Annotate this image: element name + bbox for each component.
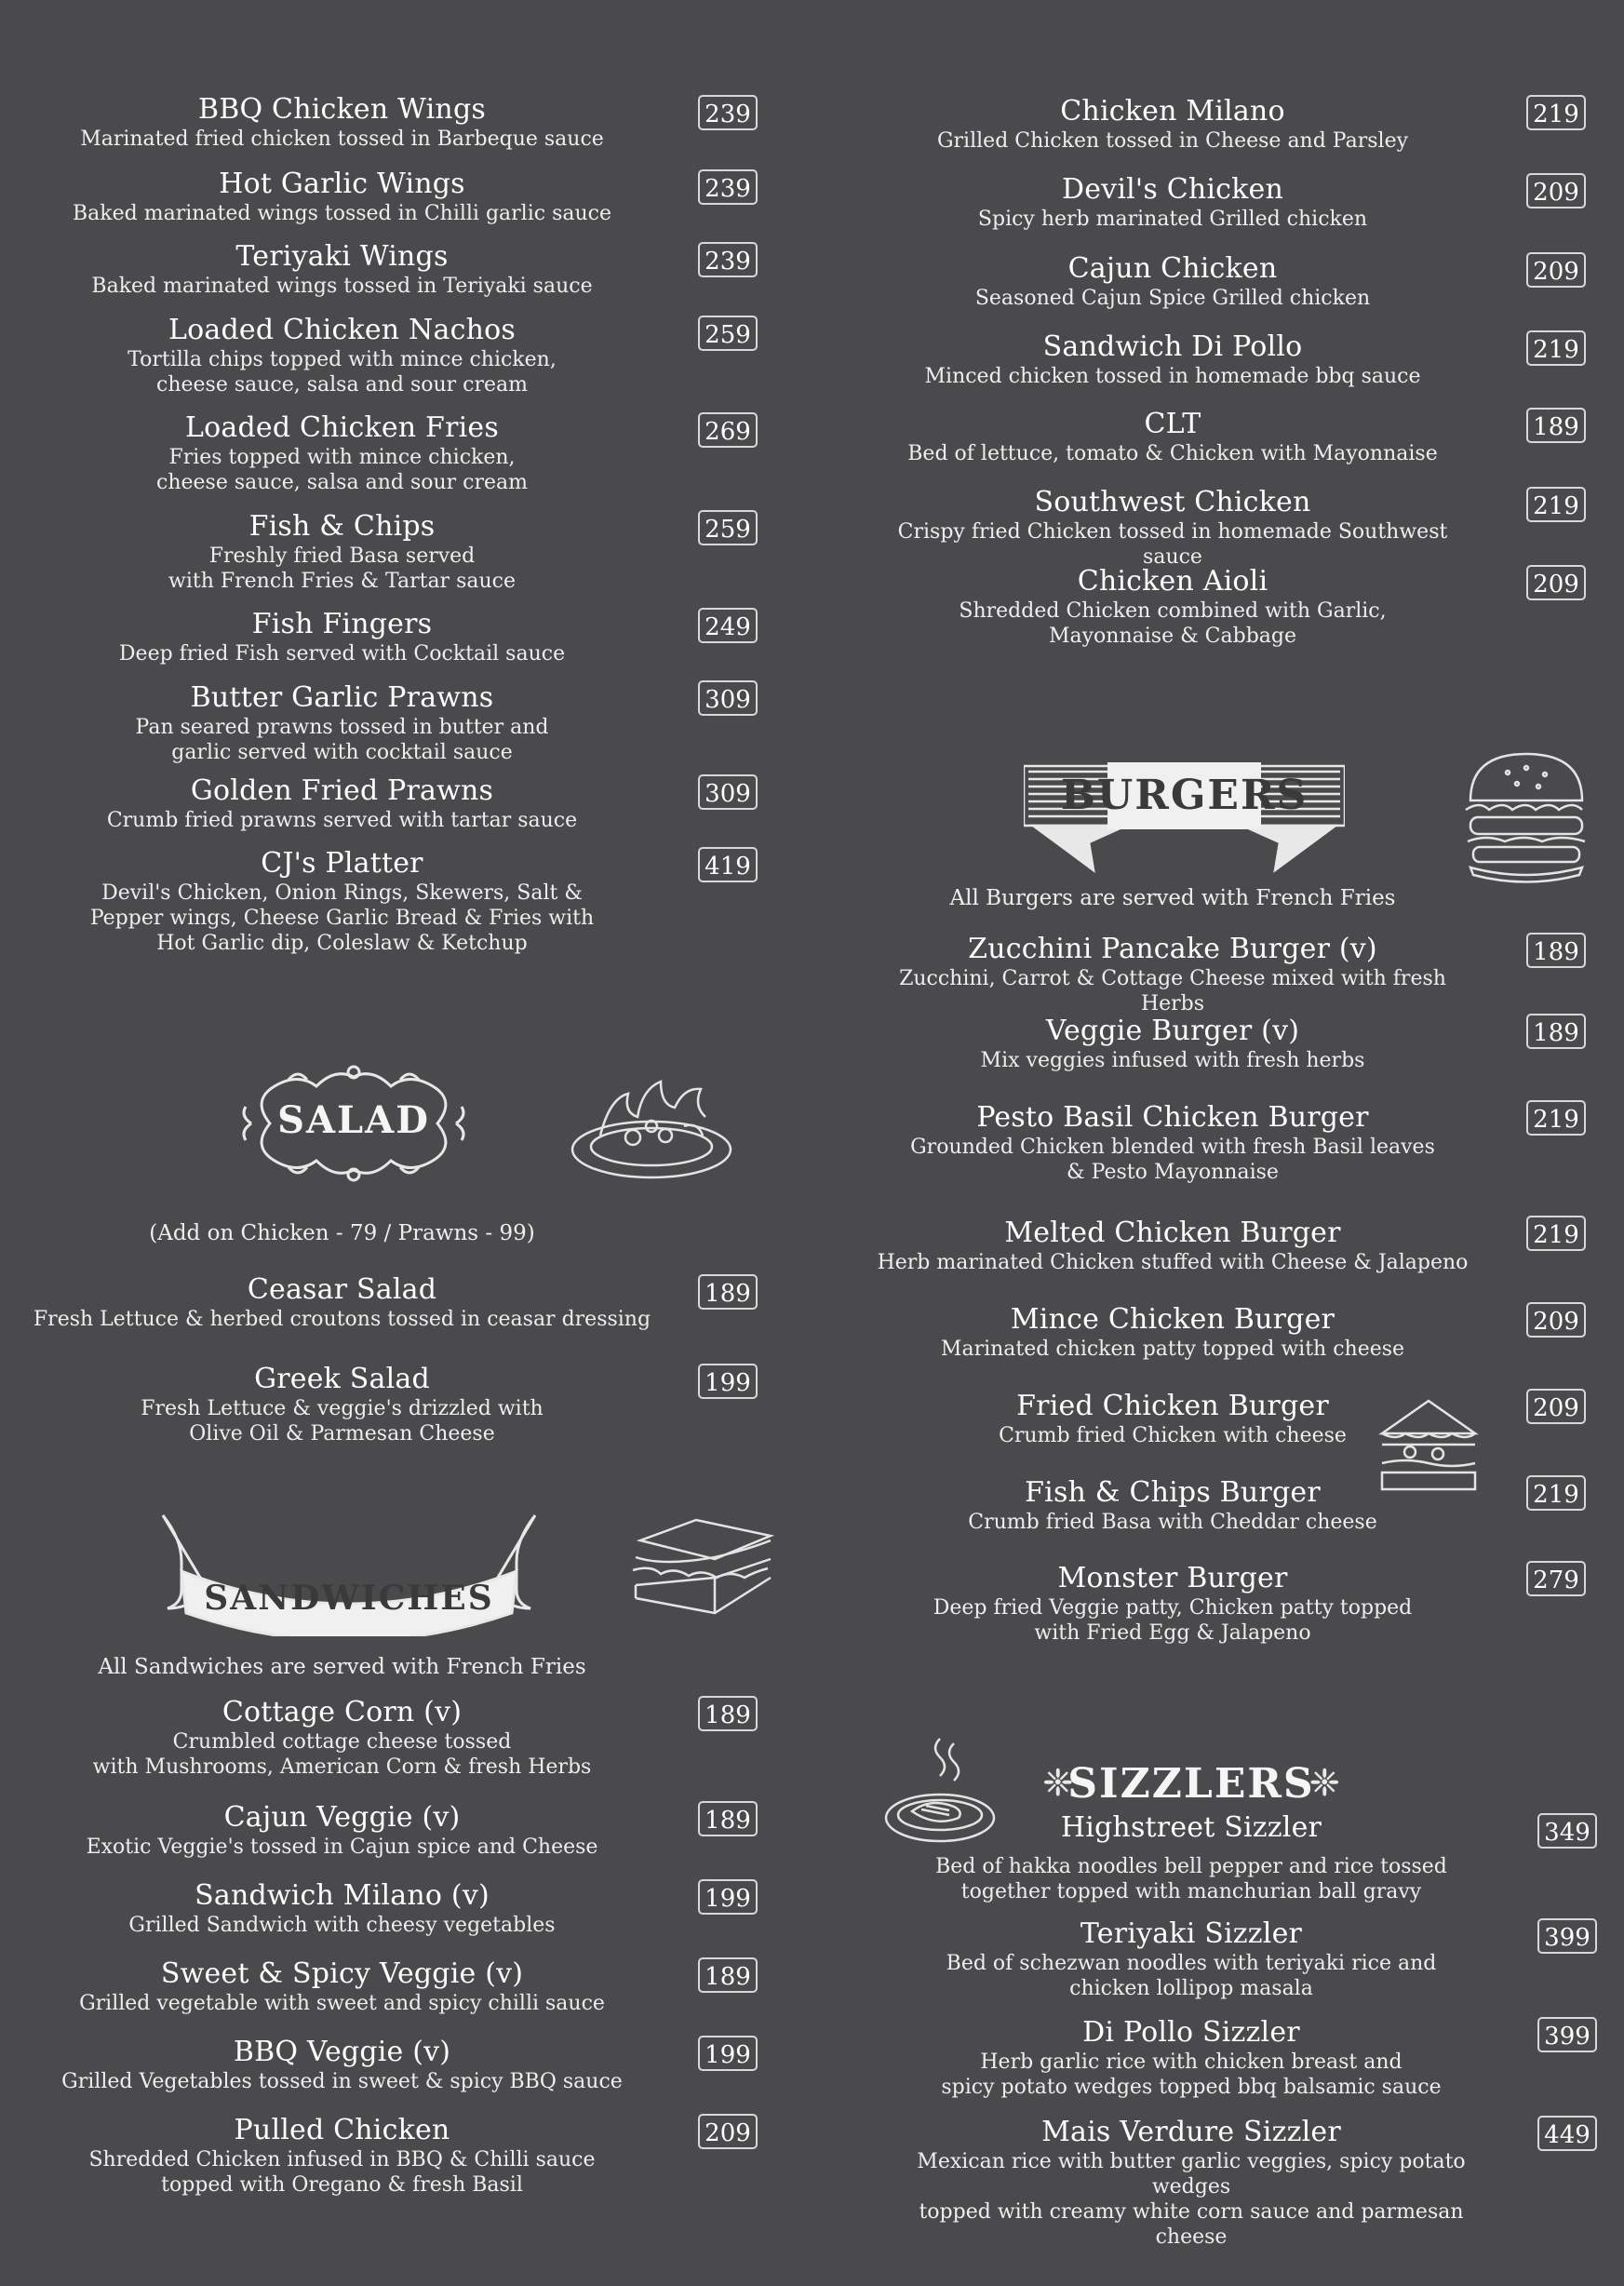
- item-name: Sandwich Di Pollo: [1042, 330, 1303, 363]
- item-name: Chicken Milano: [1060, 95, 1285, 128]
- item-desc: Deep fried Fish served with Cocktail sauce: [118, 642, 566, 666]
- item-desc: Grilled vegetable with sweet and spicy chilli sauce: [79, 1992, 605, 2015]
- menu-item: [875, 1476, 1470, 1535]
- burgers-title: BURGERS: [1060, 772, 1309, 819]
- menu-item: [0, 168, 684, 226]
- menu-item: [0, 1273, 684, 1332]
- item-name: Melted Chicken Burger: [1004, 1217, 1341, 1249]
- item-desc: Fresh Lettuce & veggie's drizzled with Olive Oil & Parmesan Cheese: [141, 1397, 544, 1446]
- item-price: 199: [698, 1364, 758, 1399]
- salad-title: SALAD: [277, 1098, 430, 1142]
- item-price: 269: [698, 412, 758, 448]
- menu-item: [875, 330, 1470, 389]
- item-price: 189: [1526, 933, 1586, 968]
- item-price: 259: [698, 316, 758, 351]
- item-desc: Minced chicken tossed in homemade bbq sauce: [924, 365, 1421, 388]
- menu-item: [0, 1801, 684, 1860]
- item-desc: Grilled Sandwich with cheesy vegetables: [128, 1914, 556, 1937]
- item-name: Greek Salad: [254, 1363, 430, 1395]
- menu-item: [875, 1217, 1470, 1275]
- item-desc: Shredded Chicken infused in BBQ & Chilli sauce topped with Oregano & fresh Basil: [88, 2148, 596, 2197]
- menu-item: [875, 408, 1470, 466]
- item-price: 199: [698, 2036, 758, 2071]
- item-price: 189: [698, 1957, 758, 1993]
- item-desc: Crumb fried prawns served with tartar sauce: [106, 809, 578, 832]
- menu-item: [0, 1363, 684, 1446]
- item-price: 209: [1526, 565, 1586, 600]
- item-desc: Shredded Chicken combined with Garlic, Mayonnaise & Cabbage: [959, 599, 1387, 648]
- item-desc: Fresh Lettuce & herbed croutons tossed in ceasar dressing: [33, 1308, 651, 1331]
- item-desc: Baked marinated wings tossed in Teriyaki sauce: [91, 275, 593, 298]
- item-price: 309: [698, 680, 758, 716]
- menu-item: [0, 93, 684, 152]
- item-name: Fried Chicken Burger: [1016, 1390, 1329, 1422]
- item-price: 399: [1537, 2017, 1597, 2052]
- item-desc: Mix veggies infused with fresh herbs: [980, 1049, 1365, 1072]
- menu-item: [875, 1303, 1470, 1362]
- menu-item: [875, 486, 1470, 570]
- item-desc: Grilled Vegetables tossed in sweet & spicy BBQ sauce: [61, 2070, 623, 2093]
- item-name: Teriyaki Sizzler: [1080, 1917, 1303, 1950]
- item-name: Golden Fried Prawns: [190, 774, 494, 807]
- item-price: 399: [1537, 1918, 1597, 1954]
- menu-item: [0, 774, 684, 833]
- menu-item: [875, 1562, 1470, 1646]
- item-name: Hot Garlic Wings: [219, 168, 465, 200]
- menu-item: [875, 1101, 1470, 1185]
- item-name: Fish & Chips Burger: [1025, 1476, 1321, 1509]
- item-desc: Spicy herb marinated Grilled chicken: [977, 208, 1368, 231]
- item-desc: Baked marinated wings tossed in Chilli garlic sauce: [73, 202, 611, 225]
- item-price: 239: [698, 169, 758, 205]
- item-desc: Crispy fried Chicken tossed in homemade Southwest sauce: [897, 520, 1448, 569]
- sandwiches-title: SANDWICHES: [204, 1579, 494, 1618]
- item-price: 239: [698, 242, 758, 277]
- item-desc: Crumb fried Chicken with cheese: [999, 1424, 1347, 1447]
- sizzlers-banner: [1042, 1755, 1340, 1810]
- menu-item: [875, 933, 1470, 1016]
- item-name: Cottage Corn (v): [221, 1696, 463, 1728]
- menu-item: [875, 1015, 1470, 1073]
- item-desc: Herb garlic rice with chicken breast and spicy potato wedges topped bbq balsamic sauce: [941, 2051, 1442, 2099]
- menu-item: [0, 1957, 684, 2016]
- menu-item: [0, 510, 684, 594]
- menu-item: [0, 314, 684, 397]
- item-name: BBQ Veggie (v): [233, 2036, 451, 2068]
- item-name: Highstreet Sizzler: [1060, 1811, 1322, 1844]
- item-name: BBQ Chicken Wings: [198, 93, 486, 126]
- item-price: 189: [698, 1801, 758, 1836]
- item-name: Di Pollo Sizzler: [1082, 2016, 1300, 2049]
- item-price: 189: [698, 1696, 758, 1731]
- item-name: Mince Chicken Burger: [1010, 1303, 1335, 1336]
- item-price: 209: [1526, 252, 1586, 288]
- menu-item: [0, 1696, 684, 1780]
- menu-item: [0, 847, 684, 956]
- item-price: 209: [1526, 1302, 1586, 1338]
- menu-item: [0, 608, 684, 666]
- item-desc: Deep fried Veggie patty, Chicken patty topped with Fried Egg & Jalapeno: [933, 1596, 1413, 1645]
- menu-item: [0, 1879, 684, 1938]
- item-name: Loaded Chicken Nachos: [168, 314, 516, 346]
- item-desc: Exotic Veggie's tossed in Cajun spice and Cheese: [86, 1836, 598, 1859]
- item-desc: Zucchini, Carrot & Cottage Cheese mixed with fresh Herbs: [899, 967, 1446, 1015]
- item-price: 239: [698, 95, 758, 130]
- menu-item: [875, 173, 1470, 232]
- menu-item: [893, 1811, 1489, 1904]
- item-price: 209: [1526, 173, 1586, 208]
- item-desc: Crumbled cottage cheese tossed with Mushrooms, American Corn & fresh Herbs: [92, 1730, 592, 1779]
- item-name: Cajun Chicken: [1067, 252, 1278, 285]
- item-desc: Bed of hakka noodles bell pepper and rice tossed together topped with manchurian ball gravy: [935, 1855, 1447, 1903]
- item-name: Fish & Chips: [248, 510, 436, 543]
- item-name: Butter Garlic Prawns: [190, 681, 494, 714]
- burgers-banner: [1024, 759, 1345, 875]
- item-desc: Fries topped with mince chicken, cheese sauce, salsa and sour cream: [156, 446, 528, 494]
- flourish-right-icon: ❈: [1309, 1762, 1340, 1805]
- item-desc: Bed of lettuce, tomato & Chicken with Mayonnaise: [907, 442, 1438, 465]
- item-name: Fish Fingers: [251, 608, 433, 640]
- item-desc: Seasoned Cajun Spice Grilled chicken: [974, 287, 1371, 310]
- salad-addon-note: (Add on Chicken - 79 / Prawns - 99): [149, 1221, 535, 1245]
- item-price: 209: [1526, 1389, 1586, 1424]
- menu-item: [0, 681, 684, 765]
- item-name: Chicken Aioli: [1077, 565, 1268, 598]
- item-price: 219: [1526, 95, 1586, 130]
- menu-item: [893, 1917, 1489, 2001]
- item-price: 419: [698, 847, 758, 882]
- item-name: Sandwich Milano (v): [195, 1879, 490, 1912]
- item-name: Zucchini Pancake Burger (v): [968, 933, 1377, 965]
- sizzlers-title: SIZZLERS: [1067, 1760, 1315, 1808]
- sandwiches-note: All Sandwiches are served with French Fries: [98, 1655, 586, 1679]
- menu-item: [0, 2036, 684, 2094]
- item-name: Sweet & Spicy Veggie (v): [160, 1957, 524, 1990]
- item-desc: Devil's Chicken, Onion Rings, Skewers, Salt & Pepper wings, Cheese Garlic Bread & Fries with Hot Garlic dip, Coleslaw & Ketchup: [89, 881, 595, 955]
- item-price: 219: [1526, 1100, 1586, 1136]
- sandwiches-banner: [154, 1506, 544, 1636]
- burgers-note: All Burgers are served with French Fries: [949, 886, 1396, 910]
- item-price: 199: [698, 1879, 758, 1915]
- item-name: Mais Verdure Sizzler: [1041, 2116, 1341, 2148]
- item-desc: Marinated fried chicken tossed in Barbeque sauce: [80, 128, 604, 151]
- item-name: Pulled Chicken: [234, 2114, 450, 2146]
- item-name: Devil's Chicken: [1061, 173, 1284, 206]
- flourish-left-icon: ❈: [1042, 1762, 1074, 1805]
- menu-item: [893, 2116, 1489, 2250]
- salad-banner: [233, 1054, 475, 1193]
- item-price: 349: [1537, 1813, 1597, 1849]
- item-name: Southwest Chicken: [1034, 486, 1311, 518]
- item-price: 209: [698, 2114, 758, 2149]
- item-desc: Tortilla chips topped with mince chicken, cheese sauce, salsa and sour cream: [128, 348, 557, 397]
- item-price: 189: [1526, 408, 1586, 443]
- item-desc: Herb marinated Chicken stuffed with Cheese & Jalapeno: [877, 1251, 1469, 1274]
- menu-item: [0, 2114, 684, 2198]
- item-price: 279: [1526, 1561, 1586, 1596]
- item-name: Loaded Chicken Fries: [185, 411, 499, 444]
- item-name: CLT: [1144, 408, 1201, 440]
- item-price: 449: [1537, 2116, 1597, 2151]
- item-name: CJ's Platter: [261, 847, 423, 880]
- menu-item: [0, 411, 684, 495]
- menu-item: [875, 252, 1470, 311]
- item-desc: Grilled Chicken tossed in Cheese and Parsley: [936, 129, 1409, 153]
- item-desc: Pan seared prawns tossed in butter and garlic served with cocktail sauce: [135, 716, 549, 764]
- item-desc: Freshly fried Basa served with French Fries & Tartar sauce: [168, 545, 516, 593]
- item-name: Teriyaki Wings: [235, 240, 449, 273]
- item-price: 309: [698, 774, 758, 810]
- item-desc: Marinated chicken patty topped with cheese: [940, 1338, 1405, 1361]
- item-name: Pesto Basil Chicken Burger: [976, 1101, 1369, 1134]
- menu-item: [893, 2016, 1489, 2100]
- item-price: 219: [1526, 1216, 1586, 1251]
- item-desc: Mexican rice with butter garlic veggies, spicy potato wedges topped with creamy white corn sauce and parmesan cheese: [917, 2150, 1466, 2249]
- burger-icon: [1456, 745, 1596, 888]
- sandwich-icon: [622, 1513, 780, 1628]
- menu-item: [875, 565, 1470, 649]
- item-desc: Crumb fried Basa with Cheddar cheese: [968, 1511, 1377, 1534]
- item-price: 189: [698, 1274, 758, 1310]
- item-price: 219: [1526, 330, 1586, 366]
- item-price: 249: [698, 608, 758, 643]
- item-name: Cajun Veggie (v): [223, 1801, 461, 1834]
- menu-item: [0, 240, 684, 299]
- menu-item: [875, 95, 1470, 154]
- item-name: Veggie Burger (v): [1045, 1015, 1300, 1047]
- item-desc: Grounded Chicken blended with fresh Basil leaves & Pesto Mayonnaise: [910, 1136, 1435, 1184]
- item-price: 259: [698, 510, 758, 545]
- item-name: Ceasar Salad: [247, 1273, 437, 1306]
- item-name: Monster Burger: [1057, 1562, 1288, 1594]
- salad-plate-icon: [563, 1070, 740, 1190]
- item-desc: Bed of schezwan noodles with teriyaki rice and chicken lollipop masala: [946, 1952, 1437, 2000]
- item-price: 219: [1526, 487, 1586, 522]
- item-price: 219: [1526, 1475, 1586, 1511]
- item-price: 189: [1526, 1014, 1586, 1049]
